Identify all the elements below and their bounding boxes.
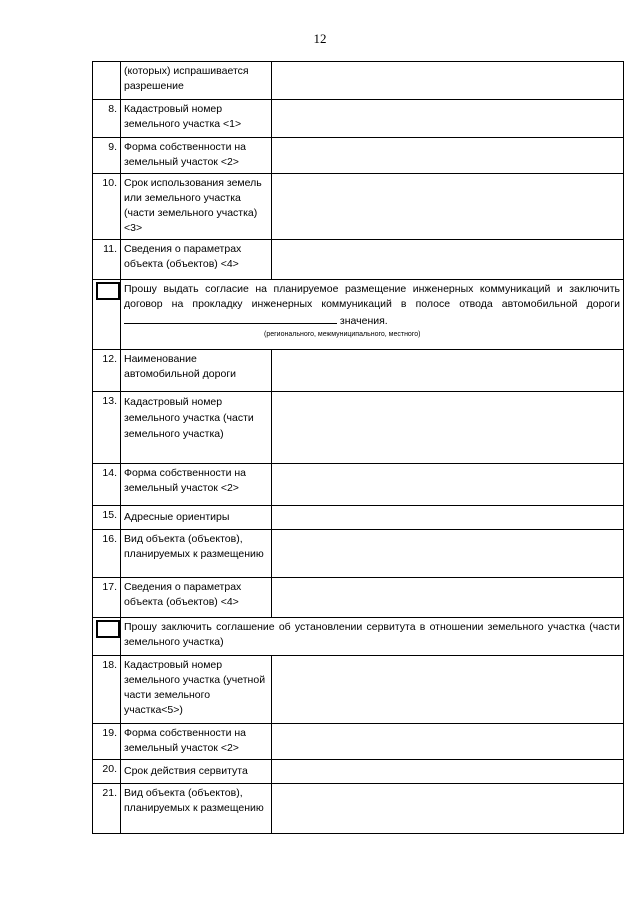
table-row: [93, 724, 624, 760]
row-number: 12.: [93, 350, 121, 392]
table-row: [93, 760, 624, 784]
row-label: Вид объекта (объектов), планируемых к размещению: [121, 530, 272, 578]
row-number: 17.: [93, 578, 121, 618]
table-row: [93, 506, 624, 530]
section-checkbox[interactable]: [96, 620, 120, 638]
row-label: Наименование автомобильной дороги: [121, 350, 272, 392]
row-number: 20.: [93, 760, 121, 784]
section-checkbox[interactable]: [96, 282, 120, 300]
section-text: [121, 280, 624, 350]
row-number: 10.: [93, 174, 121, 240]
table-row: [93, 530, 624, 578]
row-value-field[interactable]: [272, 760, 624, 784]
table-row: [93, 62, 624, 100]
section-row-engineering-communications: [93, 280, 624, 350]
row-value-field[interactable]: [272, 240, 624, 280]
section-checkbox-cell: [93, 618, 121, 656]
row-label: Сведения о параметрах объекта (объектов) <4>: [121, 240, 272, 280]
row-number: 13.: [93, 392, 121, 464]
table-row: [93, 174, 624, 240]
row-label: (которых) испрашивается разрешение: [121, 62, 272, 100]
row-value-field[interactable]: [272, 530, 624, 578]
row-value-field[interactable]: [272, 464, 624, 506]
row-value-field[interactable]: [272, 100, 624, 138]
table-row: [93, 578, 624, 618]
row-number: 16.: [93, 530, 121, 578]
table-row: [93, 138, 624, 174]
row-label: Кадастровый номер земельного участка (части земельного участка): [121, 392, 272, 464]
row-label: Срок действия сервитута: [121, 760, 272, 784]
row-value-field[interactable]: [272, 138, 624, 174]
section-request-tail: значения.: [339, 315, 388, 327]
row-value-field[interactable]: [272, 656, 624, 724]
row-value-field[interactable]: [272, 784, 624, 834]
table-row: [93, 784, 624, 834]
row-value-field[interactable]: [272, 724, 624, 760]
row-value-field[interactable]: [272, 578, 624, 618]
row-label: Кадастровый номер земельного участка <1>: [121, 100, 272, 138]
row-label: Вид объекта (объектов), планируемых к размещению: [121, 784, 272, 834]
row-value-field[interactable]: [272, 174, 624, 240]
row-number: 8.: [93, 100, 121, 138]
row-value-field[interactable]: [272, 392, 624, 464]
table-row: [93, 392, 624, 464]
row-label: Адресные ориентиры: [121, 506, 272, 530]
road-significance-hint: (регионального, межмуниципального, местного): [264, 331, 421, 338]
row-number: 18.: [93, 656, 121, 724]
table-row: [93, 464, 624, 506]
row-value-field[interactable]: [272, 62, 624, 100]
table-row: [93, 100, 624, 138]
row-number: 19.: [93, 724, 121, 760]
section-text: Прошу заключить соглашение об установлении сервитута в отношении земельного участка (части земельного участка): [121, 618, 624, 656]
row-number: 21.: [93, 784, 121, 834]
row-label: Форма собственности на земельный участок <2>: [121, 464, 272, 506]
table-row: [93, 656, 624, 724]
row-number: [93, 62, 121, 100]
road-significance-blank[interactable]: [124, 312, 337, 324]
row-number: 9.: [93, 138, 121, 174]
row-value-field[interactable]: [272, 506, 624, 530]
row-number: 15.: [93, 506, 121, 530]
section-request-text: Прошу выдать согласие на планируемое размещение инженерных коммуникаций и заключить договор на прокладку инженерных коммуникаций в полосе отвода автомобильной дороги: [124, 283, 620, 310]
section-checkbox-cell: [93, 280, 121, 350]
row-label: Сведения о параметрах объекта (объектов) <4>: [121, 578, 272, 618]
row-label: Форма собственности на земельный участок <2>: [121, 724, 272, 760]
row-label: Форма собственности на земельный участок <2>: [121, 138, 272, 174]
row-number: 11.: [93, 240, 121, 280]
page-number: 12: [313, 31, 327, 46]
table-row: [93, 240, 624, 280]
row-label: Срок использования земель или земельного участка (части земельного участка) <3>: [121, 174, 272, 240]
application-form-table: [92, 61, 624, 834]
table-row: [93, 350, 624, 392]
row-value-field[interactable]: [272, 350, 624, 392]
row-label: Кадастровый номер земельного участка (учетной части земельного участка<5>): [121, 656, 272, 724]
section-row-servitude: [93, 618, 624, 656]
row-number: 14.: [93, 464, 121, 506]
